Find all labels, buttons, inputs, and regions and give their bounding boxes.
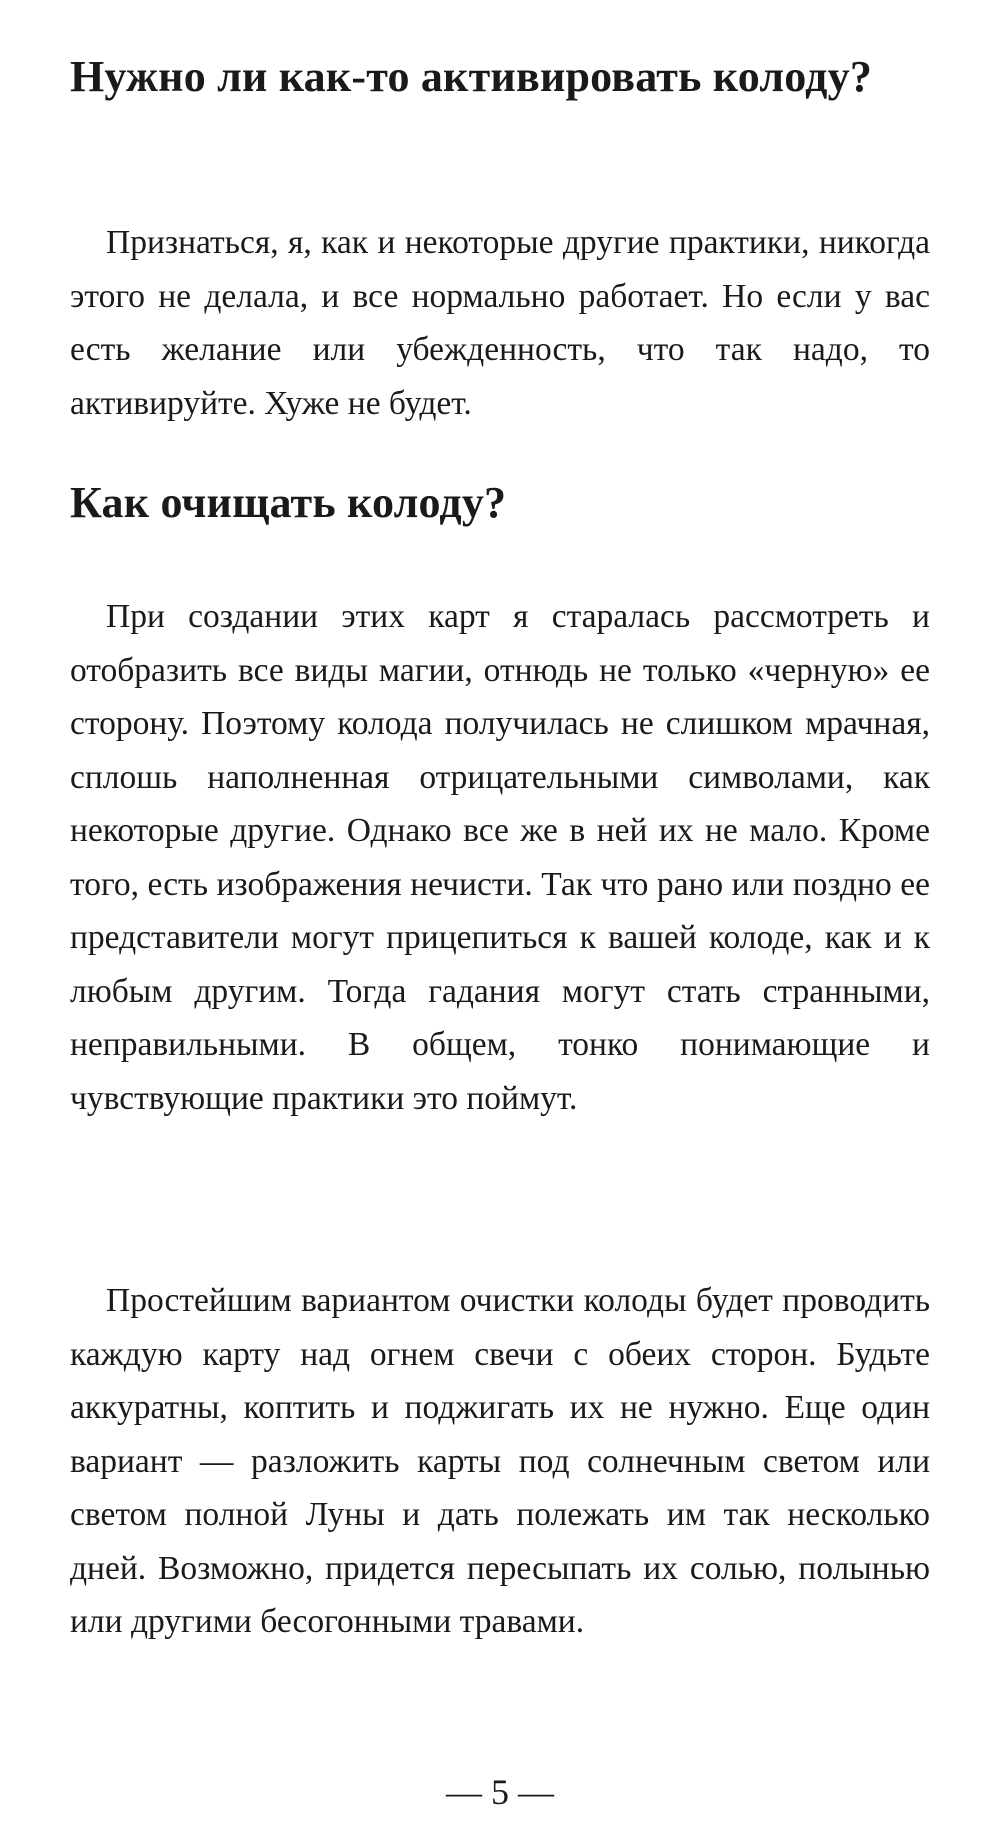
paragraph-activate-deck: Признаться, я, как и некоторые другие практики, никогда этого не делала, и все нормально работает. Но если у вас есть желание или убежденность, что так надо, то активируйте. Хуже не будет.	[70, 224, 930, 422]
section-title-cleanse-deck: Как очищать колоду?	[70, 478, 507, 527]
paragraph-cleanse-deck-methods: Простейшим вариантом очистки колоды будет проводить каждую карту над огнем свечи с обеих сторон. Будьте аккуратны, коптить и поджигать их не нужно. Еще один вариант — разложить карты под солнечным светом или светом полной Луны и дать полежать им так несколько дней. Возможно, придется пересыпать их солью, полынью или другими бесогонными травами.	[70, 1282, 930, 1640]
section-title-activate-deck: Нужно ли как-то активировать колоду?	[70, 52, 873, 101]
document-page	[70, 0, 930, 1831]
page-number: — 5 —	[446, 1772, 554, 1812]
paragraph-cleanse-deck-intro: При создании этих карт я старалась рассмотреть и отобразить все виды магии, отнюдь не только «черную» ее сторону. Поэтому колода получилась не слишком мрачная, сплошь наполненная отрицательными символами, как некоторые другие. Однако все же в ней их не мало. Кроме того, есть изображения нечисти. Так что рано или поздно ее представители могут прицепиться к вашей колоде, как и к любым другим. Тогда гадания могут стать странными, неправильными. В общем, тонко понимающие и чувствующие практики это поймут.	[70, 598, 930, 1117]
